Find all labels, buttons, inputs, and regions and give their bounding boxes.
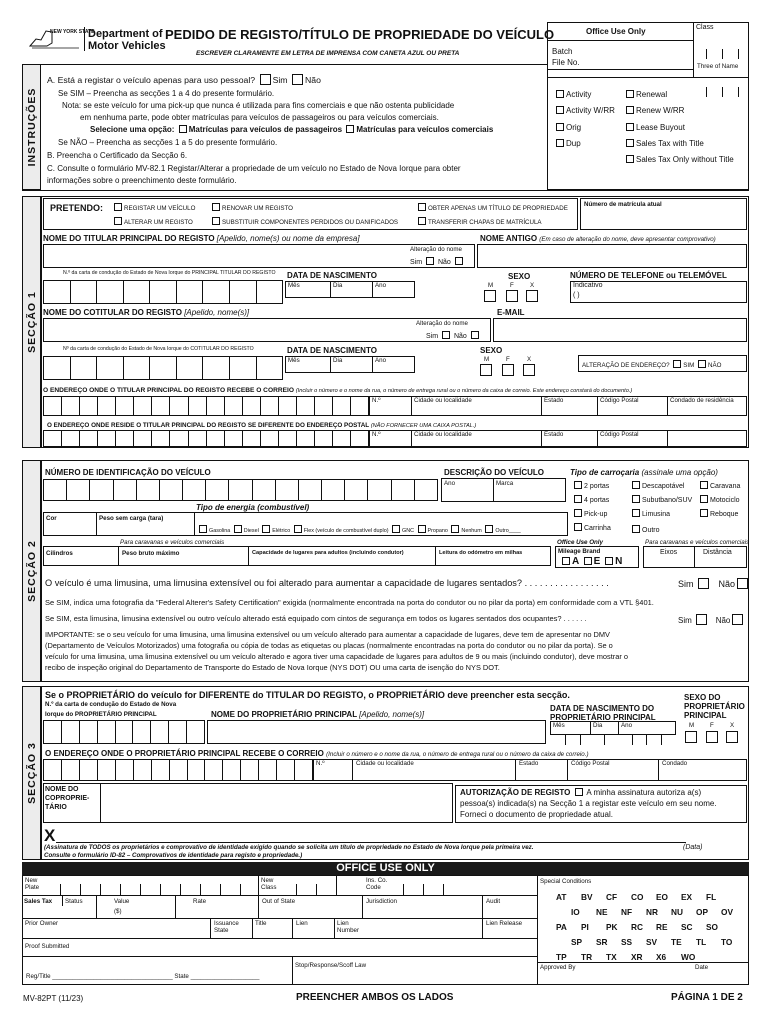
fuel-gnc[interactable] bbox=[392, 525, 400, 533]
special-code: BV bbox=[581, 892, 593, 902]
authorization-line-2: pessoa(s) indicada(s) na Secção 1 a registar este veículo em seu nome. bbox=[460, 799, 717, 808]
file-no-label: File No. bbox=[552, 58, 580, 67]
owner-dob-field[interactable] bbox=[550, 721, 676, 735]
authorization-checkbox[interactable] bbox=[575, 788, 583, 796]
sales-tax-title-option[interactable]: Sales Tax with Title bbox=[624, 139, 704, 148]
special-code: AT bbox=[556, 892, 567, 902]
orig-option[interactable]: Orig bbox=[554, 123, 581, 132]
vehicle-description-label: DESCRIÇÃO DO VEÍCULO bbox=[444, 468, 545, 477]
coowner-sex-f[interactable] bbox=[502, 364, 514, 376]
special-code: PA bbox=[556, 922, 567, 932]
special-code: OP bbox=[696, 907, 708, 917]
value-dollar: ($) bbox=[114, 908, 122, 915]
special-code: SC bbox=[681, 922, 693, 932]
license-coowner-label: Nº da carta de condução do Estado de Nova Iorque do COTITULAR DO REGISTO bbox=[63, 346, 254, 352]
coowner-change-sim[interactable] bbox=[442, 331, 450, 339]
coowner-label: NOME DO COTITULAR DO REGISTO [Apelido, nome(s)] bbox=[43, 308, 250, 317]
special-code: CF bbox=[606, 892, 618, 902]
special-code: NF bbox=[621, 907, 633, 917]
owner-address-label: O ENDEREÇO ONDE O PROPRIETÁRIO PRINCIPAL RECEBE O CORREIO (Incluir o número e o nome da rua, o número de entrega rural ou o número da caixa de correio.) bbox=[45, 749, 589, 758]
name-change-nao[interactable] bbox=[455, 257, 463, 265]
stop-response-label: Stop/Response/Scoff Law bbox=[295, 962, 367, 969]
sales-tax-only-option[interactable]: Sales Tax Only without Title bbox=[624, 155, 734, 164]
new-class-label: New Class bbox=[261, 877, 277, 892]
sex-f-label: F bbox=[510, 282, 514, 289]
value-label: Value bbox=[114, 898, 130, 905]
agency-name-line2: Motor Vehicles bbox=[88, 40, 166, 52]
body-outro[interactable]: Outro bbox=[630, 525, 660, 535]
fuel-propano[interactable] bbox=[418, 525, 426, 533]
sex-m-checkbox[interactable] bbox=[484, 290, 496, 302]
special-code: PI bbox=[581, 922, 589, 932]
instr-c-2: informações sobre o preenchimento deste formulário. bbox=[47, 176, 237, 185]
dob-field[interactable] bbox=[285, 281, 415, 298]
instr-nota-2: em nenhuma parte, pode obter matrículas para veículos de passageiros ou para veículos comerciais. bbox=[80, 113, 439, 122]
authorization-line-3: Forneci o documento de propriedade atual. bbox=[460, 810, 613, 819]
special-code: RE bbox=[656, 922, 668, 932]
special-code: X6 bbox=[656, 952, 667, 962]
email-label: E-MAIL bbox=[497, 308, 525, 317]
owner-city: Cidade ou localidade bbox=[356, 760, 414, 767]
body-4portas[interactable]: 4 portas bbox=[572, 495, 609, 505]
office-use-bottom-title: OFFICE USE ONLY bbox=[22, 862, 749, 875]
mail-num: N.º bbox=[372, 397, 381, 404]
limousine-answer: Sim Não bbox=[678, 578, 750, 589]
coowner-sex-x[interactable] bbox=[523, 364, 535, 376]
special-code: TE bbox=[671, 937, 682, 947]
dob-month: Mês bbox=[288, 282, 300, 289]
signature-line[interactable] bbox=[56, 842, 686, 843]
address-change-sim[interactable] bbox=[673, 360, 681, 368]
status-label: Status bbox=[65, 898, 83, 905]
seatbelt-sim[interactable] bbox=[696, 614, 707, 625]
new-plate-label: New Plate bbox=[25, 877, 40, 892]
coowner-dob-day: Dia bbox=[333, 357, 343, 364]
coowner-s3-label-1: NOME DO bbox=[45, 786, 79, 793]
passenger-plates-checkbox[interactable] bbox=[179, 125, 187, 133]
personal-use-nao-checkbox[interactable] bbox=[292, 74, 303, 85]
rate-label: Rate bbox=[193, 898, 207, 905]
special-code: EO bbox=[656, 892, 668, 902]
class-label: Class bbox=[696, 24, 714, 31]
special-code: TX bbox=[606, 952, 617, 962]
pretendo-label: PRETENDO: bbox=[50, 203, 104, 213]
office-use-mileage: Office Use Only bbox=[557, 539, 603, 546]
seatbelt-question: Se SIM, esta limusina, limusina extensível ou outro veículo alterado está equipado com cintos de segurança em todos os lugares sentados dos ocupantes? . . . . . . bbox=[45, 614, 587, 623]
owner-license-label-1: N.º da carta de condução do Estado de Nova bbox=[45, 701, 177, 708]
form-number: MV-82PT (11/23) bbox=[23, 994, 84, 1003]
owner-sex-f-label: F bbox=[710, 722, 714, 729]
license-principal-label: N.º da carta de condução do Estado de Nova Iorque do PRINCIPAL TITULAR DO REGISTO bbox=[63, 270, 276, 276]
coowner-sex-label: SEXO bbox=[480, 346, 503, 355]
mileage-brand-label: Mileage Brand bbox=[558, 548, 601, 555]
owner-street-grid[interactable] bbox=[43, 759, 313, 781]
instr-b: B. Preencha o Certificado da Secção 6. bbox=[47, 151, 188, 160]
transfer-plates-option[interactable]: TRANSFERIR CHAPAS DE MATRÍCULA bbox=[416, 217, 542, 226]
special-code: EX bbox=[681, 892, 693, 902]
residence-address-label: O ENDEREÇO ONDE RESIDE O TITULAR PRINCIPAL DO REGISTO SE DIFERENTE DO ENDEREÇO POSTAL (NÃO FORNECER UMA CAIXA POSTAL.) bbox=[47, 422, 477, 429]
owner-county: Condado bbox=[662, 760, 688, 767]
title-only-option[interactable]: OBTER APENAS UM TÍTULO DE PROPRIEDADE bbox=[416, 203, 568, 212]
owner-zip: Código Postal bbox=[571, 760, 610, 767]
special-code: TO bbox=[721, 937, 733, 947]
mail-zip: Código Postal bbox=[600, 397, 639, 404]
owner-dob-day: Dia bbox=[593, 722, 603, 729]
coowner-name-change-label: Alteração do nome bbox=[416, 320, 468, 327]
seatbelt-nao[interactable] bbox=[732, 614, 743, 625]
lien-number-label: Lien Number bbox=[337, 920, 360, 935]
special-conditions-label: Special Conditions bbox=[540, 878, 592, 885]
body-limusina[interactable]: Limusina bbox=[630, 509, 670, 519]
license-coowner-grid[interactable] bbox=[43, 356, 283, 380]
instr-nota-1: Nota: se este veículo for uma pick-up que nunca é utilizada para fins comerciais e que não ostenta publicidade bbox=[62, 101, 455, 110]
section3-heading: Se o PROPRIETÁRIO do veículo for DIFERENTE do TITULAR DO REGISTO, o PROPRIETÁRIO deve preencher esta secção. bbox=[45, 690, 570, 700]
special-code: RC bbox=[631, 922, 643, 932]
ny-logo-text: NEW YORK STATE bbox=[50, 29, 95, 35]
phone-area-parens: ( ) bbox=[573, 292, 580, 299]
owner-name-label-s3: NOME DO PROPRIETÁRIO PRINCIPAL [Apelido, nome(s)] bbox=[211, 710, 425, 719]
sex-x-label: X bbox=[530, 282, 535, 289]
owner-license-label-2: Iorque do PROPRIETÁRIO PRINCIPAL bbox=[45, 711, 157, 718]
res-num: N.º bbox=[372, 431, 381, 438]
limousine-nao[interactable] bbox=[737, 578, 748, 589]
brand-a[interactable] bbox=[562, 557, 570, 565]
address-change-question: ALTERAÇÃO DE ENDEREÇO? SIM NÃO bbox=[582, 362, 722, 369]
special-code: TL bbox=[696, 937, 707, 947]
dob-year: Ano bbox=[375, 282, 387, 289]
mail-address-label: O ENDEREÇO ONDE O TITULAR PRINCIPAL DO REGISTO RECEBE O CORREIO (Incluir o número e o nome da rua, o número de entrega rural ou o número da caixa de correio. Este endereço constará do documento.) bbox=[43, 387, 633, 394]
coowner-name-field-s3[interactable] bbox=[43, 783, 453, 823]
special-code: IO bbox=[571, 907, 580, 917]
residence-street-grid[interactable] bbox=[43, 430, 369, 447]
fuel-eletrico[interactable] bbox=[262, 525, 270, 533]
coowner-sex-x-label: X bbox=[527, 356, 532, 363]
caravans-note-2: Para caravanas e veículos comerciais bbox=[645, 539, 750, 546]
name-change-sim[interactable] bbox=[426, 257, 434, 265]
owner-dob-label-1: DATA DE NASCIMENTO DO bbox=[550, 704, 655, 713]
ins-co-label: Ins. Co. Code bbox=[366, 877, 388, 892]
color-label: Cor bbox=[46, 515, 57, 522]
body-type-label: Tipo de carroçaria (assinale uma opção) bbox=[570, 468, 718, 477]
current-plate-label: Número de matrícula atual bbox=[584, 201, 662, 208]
body-carrinha[interactable]: Carrinha bbox=[572, 523, 611, 533]
sales-tax-label: Sales Tax bbox=[24, 898, 53, 905]
three-of-name-label: Three of Name bbox=[697, 63, 739, 70]
dob-label: DATA DE NASCIMENTO bbox=[287, 271, 377, 280]
renew-wrr-option[interactable]: Renew W/RR bbox=[624, 106, 684, 115]
important-3: veículo for uma limusina, uma limusina extensível ou um veículo alterado e agora tiver uma capacidade de lugares para adultos de 9 ou mais (incluindo condutor), deve mostrar o bbox=[45, 652, 628, 661]
owner-license-grid[interactable] bbox=[43, 720, 205, 744]
change-registration-option[interactable]: ALTERAR UM REGISTO bbox=[112, 217, 193, 226]
name-change-choice: Sim Não bbox=[410, 257, 465, 267]
special-code: SS bbox=[621, 937, 633, 947]
lien-label: Lien bbox=[296, 920, 308, 927]
lien-release-label: Lien Release bbox=[486, 920, 523, 927]
instr-se-nao: Se NÃO – Preencha as secções 1 a 5 do presente formulário. bbox=[58, 138, 278, 147]
coowner-sex-f-label: F bbox=[506, 356, 510, 363]
special-code: SO bbox=[706, 922, 718, 932]
signature-note-2: Consulte o formulário ID-82 – Comprovativos de identidade para registo e propriedade.) bbox=[44, 852, 303, 859]
signature-note-1: (Assinatura de TODOS os proprietários e comprovativo de identidade exigido quando se solicita um título de propriedade no Estado de Nova Iorque pela primeira vez. bbox=[44, 844, 534, 851]
res-state: Estado bbox=[544, 431, 564, 438]
important-2: (Departamento de Veículos Motorizados) uma fotografia ou cópia de todas as etiquetas ou placas (normalmente encontradas na porta do condutor ou no pilar da porta). Se o bbox=[45, 641, 613, 650]
dup-option[interactable]: Dup bbox=[554, 139, 581, 148]
section3-side-label: SECÇÃO 3 bbox=[22, 686, 41, 860]
personal-use-question: A. Está a registar o veículo apenas para uso pessoal? Sim Não bbox=[47, 75, 321, 85]
special-code: SV bbox=[646, 937, 658, 947]
mail-state: Estado bbox=[544, 397, 564, 404]
special-code: FL bbox=[706, 892, 717, 902]
lease-buyout-option[interactable]: Lease Buyout bbox=[624, 123, 685, 132]
special-code: SR bbox=[596, 937, 608, 947]
special-code: NR bbox=[646, 907, 658, 917]
body-motociclo[interactable]: Motociclo bbox=[698, 495, 740, 505]
special-code: SP bbox=[571, 937, 583, 947]
mail-county: Condado de residência bbox=[670, 397, 734, 404]
seatbelt-answer: Sim Não bbox=[678, 614, 745, 625]
fuel-nenhum[interactable] bbox=[451, 525, 459, 533]
address-change-nao[interactable] bbox=[698, 360, 706, 368]
old-name-label: NOME ANTIGO (Em caso de alteração do nome, deve apresentar comprovativo) bbox=[480, 234, 716, 243]
special-code: PK bbox=[606, 922, 618, 932]
coowner-dob-label: DATA DE NASCIMENTO bbox=[287, 346, 377, 355]
coowner-s3-label-2: COPROPRIE- bbox=[45, 795, 90, 802]
instrucoes-side-label: INSTRUÇÕES bbox=[22, 64, 41, 190]
instr-se-sim: Se SIM – Preencha as secções 1 a 4 do presente formulário. bbox=[58, 89, 275, 98]
dob-day: Dia bbox=[333, 282, 343, 289]
owner-dob-month: Mês bbox=[553, 722, 565, 729]
page-number: PÁGINA 1 DE 2 bbox=[671, 992, 743, 1003]
special-code: CO bbox=[631, 892, 644, 902]
sex-m-label: M bbox=[488, 282, 494, 289]
fuel-diesel[interactable] bbox=[234, 525, 242, 533]
owner-sex-m-label: M bbox=[689, 722, 695, 729]
form-title: PEDIDO DE REGISTO/TÍTULO DE PROPRIEDADE DO VEÍCULO bbox=[165, 27, 555, 42]
activity-option[interactable]: Activity bbox=[554, 90, 591, 99]
authorization-line-1: AUTORIZAÇÃO DE REGISTO A minha assinatura autoriza a(s) bbox=[460, 788, 702, 797]
owner-sex-m[interactable] bbox=[685, 731, 697, 743]
fuel-options: Gasolina Diesel Elétrico Flex (veículo de combustível duplo) GNC Propano Nenhum Outro____ bbox=[197, 525, 521, 534]
section1-side-label: SECÇÃO 1 bbox=[22, 196, 41, 448]
caravans-note: Para caravanas e veículos comerciais bbox=[120, 539, 225, 546]
odometer-label: Leitura do odómetro em milhas bbox=[439, 550, 523, 556]
vehicle-year-label: Ano bbox=[444, 480, 456, 487]
owner-sex-f[interactable] bbox=[706, 731, 718, 743]
email-field[interactable] bbox=[493, 318, 747, 342]
owner-state: Estado bbox=[519, 760, 539, 767]
seating-capacity-label: Capacidade de lugares para adultos (incluindo condutor) bbox=[252, 550, 404, 556]
footer-center: PREENCHER AMBOS OS LADOS bbox=[296, 992, 454, 1003]
signature-date-label: (Data) bbox=[683, 844, 703, 851]
coowner-s3-label-3: TÁRIO bbox=[45, 804, 67, 811]
body-descapotavel[interactable]: Descapotável bbox=[630, 481, 684, 491]
owner-sex-label-1: SEXO DO bbox=[684, 693, 721, 702]
important-1: IMPORTANTE: se o seu veículo for uma limusina, uma limusina extensível ou um veículo alterado para aumentar a capacidade de lugares, deve tem de apresentar no DMV bbox=[45, 630, 610, 639]
owner-name-field-s3[interactable] bbox=[207, 720, 546, 744]
commercial-plates-checkbox[interactable] bbox=[346, 125, 354, 133]
approved-by-label: Approved By bbox=[540, 964, 576, 971]
vin-grid[interactable] bbox=[43, 479, 438, 501]
plate-choice-row: Selecione uma opção: Matrículas para veículos de passageiros Matrículas para veículos comerciais bbox=[90, 125, 494, 134]
coowner-change-nao[interactable] bbox=[471, 331, 479, 339]
brand-n[interactable] bbox=[605, 557, 613, 565]
limousine-sim[interactable] bbox=[698, 578, 709, 589]
signature-x-mark: X bbox=[44, 826, 56, 845]
special-code: XR bbox=[631, 952, 643, 962]
res-city: Cidade ou localidade bbox=[414, 431, 472, 438]
coowner-sex-m-label: M bbox=[484, 356, 490, 363]
limousine-question: O veículo é uma limusina, uma limusina extensível ou foi alterado para aumentar a capacidade de lugares sentados? . . . . . . . . . . . . . . . . . bbox=[45, 578, 609, 588]
special-code: NE bbox=[596, 907, 608, 917]
gross-weight-label: Peso bruto máximo bbox=[122, 550, 180, 557]
coowner-sex-m[interactable] bbox=[480, 364, 492, 376]
special-code: WO bbox=[681, 952, 696, 962]
vin-label: NÚMERO DE IDENTIFICAÇÃO DO VEÍCULO bbox=[45, 468, 211, 477]
fuel-outro[interactable] bbox=[485, 525, 493, 533]
body-2portas[interactable]: 2 portas bbox=[572, 481, 609, 491]
fuel-type-label: Tipo de energia (combustível) bbox=[196, 503, 310, 512]
special-code: NU bbox=[671, 907, 683, 917]
owner-sex-label-2: PROPRIETÁRIO bbox=[684, 702, 745, 711]
body-suv[interactable]: Subutbano/SUV bbox=[630, 495, 692, 505]
body-pickup[interactable]: Pick-up bbox=[572, 509, 607, 519]
coowner-dob-month: Mês bbox=[288, 357, 300, 364]
limousine-photo-note: Se SIM, indica uma fotografia da "Federal Alterer's Safety Certification" exigida (normalmente encontrada na porta do condutor ou no pilar da porta) em conformidade com a VTL §401. bbox=[45, 598, 654, 607]
body-reboque[interactable]: Reboque bbox=[698, 509, 738, 519]
special-code: TP bbox=[556, 952, 567, 962]
title-label: Title bbox=[255, 920, 267, 927]
instr-c-1: C. Consulte o formulário MV-82.1 Registar/Alterar a propriedade de um veículo no Estado de Nova Iorque para obter bbox=[47, 164, 461, 173]
axles-label: Eixos bbox=[660, 549, 678, 556]
sex-label: SEXO bbox=[508, 272, 531, 281]
replace-items-option[interactable]: SUBSTITUIR COMPONENTES PERDIDOS OU DANIFICADOS bbox=[210, 217, 398, 226]
renew-registration-option[interactable]: RENOVAR UM REGISTO bbox=[210, 203, 293, 212]
prior-owner-label: Prior Owner bbox=[25, 920, 59, 927]
fuel-gasolina[interactable] bbox=[199, 525, 207, 533]
mail-city: Cidade ou localidade bbox=[414, 397, 472, 404]
owner-dob-label-2: PROPRIETÁRIO PRINCIPAL bbox=[550, 713, 656, 722]
jurisdiction-label: Jurisdiction bbox=[366, 898, 397, 905]
distance-label: Distância bbox=[703, 549, 732, 556]
vehicle-make-label: Marca bbox=[496, 480, 514, 487]
proof-submitted-label: Proof Submitted bbox=[25, 943, 70, 950]
name-change-label: Alteração do nome bbox=[410, 246, 462, 253]
approved-date-label: Date bbox=[695, 964, 709, 971]
special-code: TR bbox=[581, 952, 593, 962]
cylinders-label: Cilindros bbox=[46, 550, 73, 557]
coowner-dob-field[interactable] bbox=[285, 356, 415, 373]
audit-label: Audit bbox=[486, 898, 501, 905]
phone-label: NÚMERO DE TELEFONE ou TELEMÓVEL bbox=[570, 271, 727, 280]
sex-f-checkbox[interactable] bbox=[506, 290, 518, 302]
owner-name-label: NOME DO TITULAR PRINCIPAL DO REGISTO [Apelido, nome(s) ou nome da empresa] bbox=[43, 234, 360, 243]
personal-use-sim-checkbox[interactable] bbox=[260, 74, 271, 85]
sex-x-checkbox[interactable] bbox=[526, 290, 538, 302]
res-zip: Código Postal bbox=[600, 431, 639, 438]
renewal-option[interactable]: Renewal bbox=[624, 90, 667, 99]
important-4: recibo de inspeção original do Departamento de Transporte do Estado de Nova Iorque (NYS DOT) OU uma carta de isenção do NYS DOT. bbox=[45, 663, 500, 672]
fuel-flex[interactable] bbox=[294, 525, 302, 533]
issuance-state-label: Issuance State bbox=[214, 920, 239, 935]
phone-area-label: Indicativo bbox=[573, 282, 603, 289]
old-name-field[interactable] bbox=[477, 244, 747, 268]
register-vehicle-option[interactable]: REGISTAR UM VEÍCULO bbox=[112, 203, 195, 212]
owner-sex-x-label: X bbox=[730, 722, 735, 729]
out-of-state-label: Out of State bbox=[262, 898, 296, 905]
agency-name-line1: Department of bbox=[88, 28, 163, 40]
coowner-dob-year: Ano bbox=[375, 357, 387, 364]
license-principal-grid[interactable] bbox=[43, 280, 283, 304]
reg-title-row: Reg/Title ___________________________________ State ____________________ bbox=[26, 973, 260, 980]
mail-street-grid[interactable] bbox=[43, 396, 369, 416]
body-caravana[interactable]: Caravana bbox=[698, 481, 740, 491]
owner-num: N.º bbox=[316, 760, 325, 767]
unladen-weight-label: Peso sem carga (tara) bbox=[99, 515, 164, 522]
owner-sex-x[interactable] bbox=[726, 731, 738, 743]
owner-sex-label-3: PRINCIPAL bbox=[684, 711, 727, 720]
owner-dob-year: Ano bbox=[621, 722, 633, 729]
mileage-brand-options: A E N bbox=[560, 556, 622, 568]
section2-side-label: SECÇÃO 2 bbox=[22, 460, 41, 682]
activity-wrr-option[interactable]: Activity W/RR bbox=[554, 106, 615, 115]
coowner-name-change-choice: Sim Não bbox=[426, 331, 481, 341]
form-subtitle: ESCREVER CLARAMENTE EM LETRA DE IMPRENSA COM CANETA AZUL OU PRETA bbox=[196, 50, 460, 57]
office-use-title: Office Use Only bbox=[586, 27, 646, 36]
special-code: OV bbox=[721, 907, 733, 917]
batch-label: Batch bbox=[552, 47, 573, 56]
brand-e[interactable] bbox=[584, 557, 592, 565]
